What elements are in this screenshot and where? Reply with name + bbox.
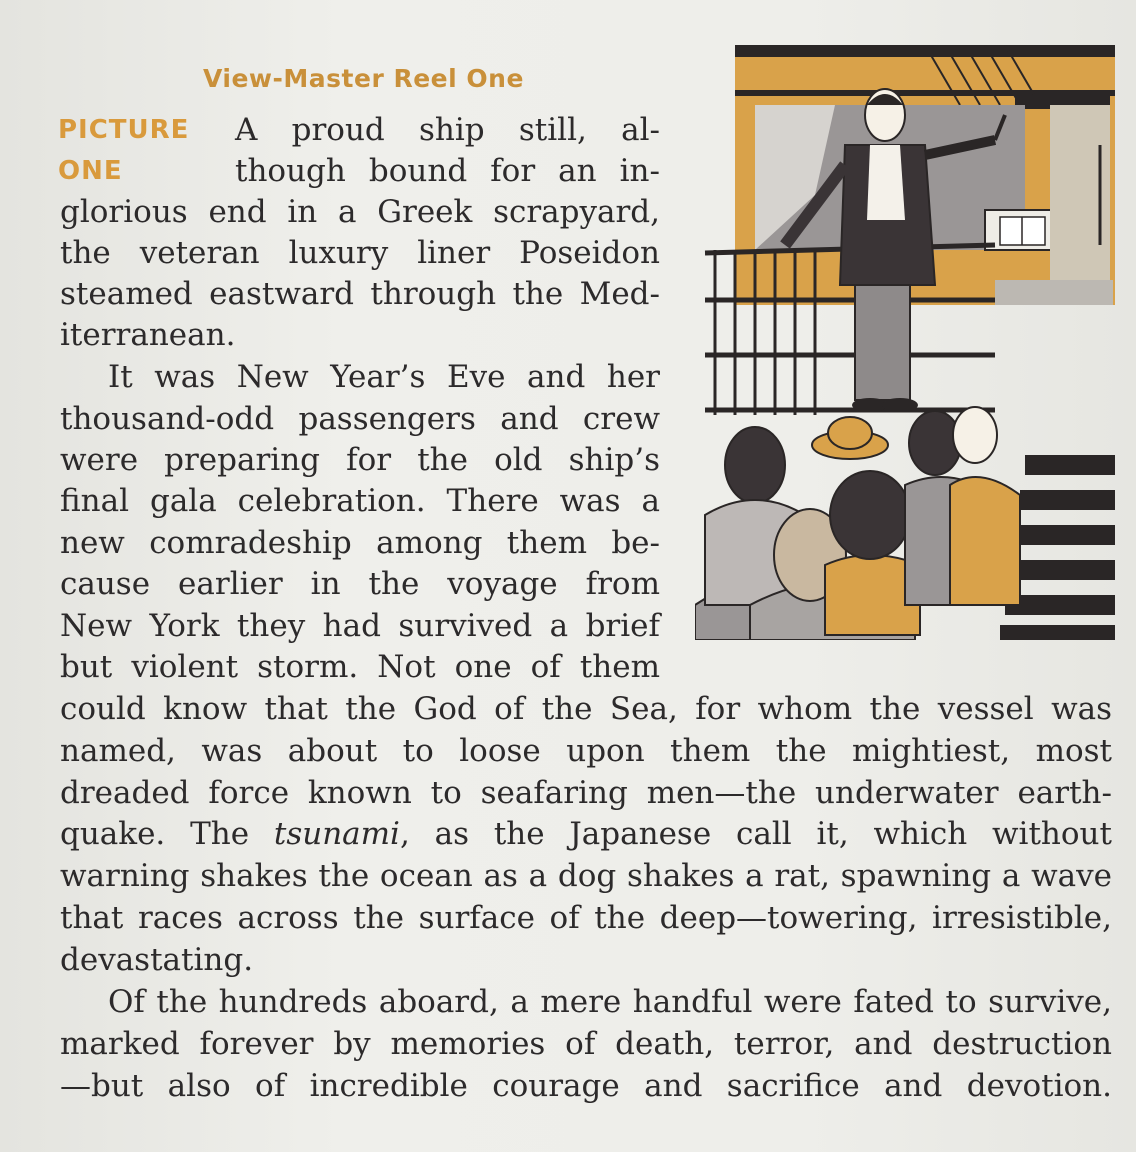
text-segment: , as the Japanese call it, which without bbox=[399, 816, 1112, 852]
text-line: dreaded force known to seafaring men—the underwater earth- bbox=[60, 775, 1112, 811]
text-line: marked forever by memories of death, terror, and destruction bbox=[60, 1026, 1112, 1062]
text-line: named, was about to loose upon them the mightiest, most bbox=[60, 733, 1112, 769]
text-line: but violent storm. Not one of them bbox=[60, 649, 660, 685]
text-line: cause earlier in the voyage from bbox=[60, 566, 660, 602]
text-line: new comradeship among them be- bbox=[60, 525, 660, 561]
text-line: iterranean. bbox=[60, 317, 236, 353]
reel-title: View-Master Reel One bbox=[203, 64, 524, 93]
picture-number-label: ONE bbox=[58, 156, 123, 186]
text-line: the veteran luxury liner Poseidon bbox=[60, 235, 660, 271]
text-line: It was New Year’s Eve and her bbox=[108, 359, 660, 395]
text-line: glorious end in a Greek scrapyard, bbox=[60, 194, 660, 230]
text-line: that races across the surface of the deep—towering, irresistible, bbox=[60, 900, 1112, 936]
text-line: A proud ship still, al- bbox=[235, 112, 660, 148]
text-line-with-italic bbox=[60, 814, 1112, 856]
illustration-ship-speaker bbox=[695, 45, 1115, 640]
italic-term: tsunami bbox=[273, 816, 400, 852]
text-line: Of the hundreds aboard, a mere handful were fated to survive, bbox=[108, 984, 1112, 1020]
text-line: final gala celebration. There was a bbox=[60, 483, 660, 519]
audience bbox=[695, 407, 1020, 640]
text-line: warning shakes the ocean as a dog shakes a rat, spawning a wave bbox=[60, 858, 1112, 894]
text-segment: quake. The bbox=[60, 816, 274, 852]
text-line: New York they had survived a brief bbox=[60, 608, 660, 644]
text-line: could know that the God of the Sea, for whom the vessel was bbox=[60, 691, 1112, 727]
text-line: —but also of incredible courage and sacrifice and devotion. bbox=[60, 1068, 1112, 1104]
text-line: thousand-odd passengers and crew bbox=[60, 401, 660, 437]
text-line: steamed eastward through the Med- bbox=[60, 276, 660, 312]
picture-label: PICTURE bbox=[58, 115, 190, 145]
text-line: though bound for an in- bbox=[235, 153, 660, 189]
text-line: were preparing for the old ship’s bbox=[60, 442, 660, 478]
text-line: devastating. bbox=[60, 942, 254, 978]
